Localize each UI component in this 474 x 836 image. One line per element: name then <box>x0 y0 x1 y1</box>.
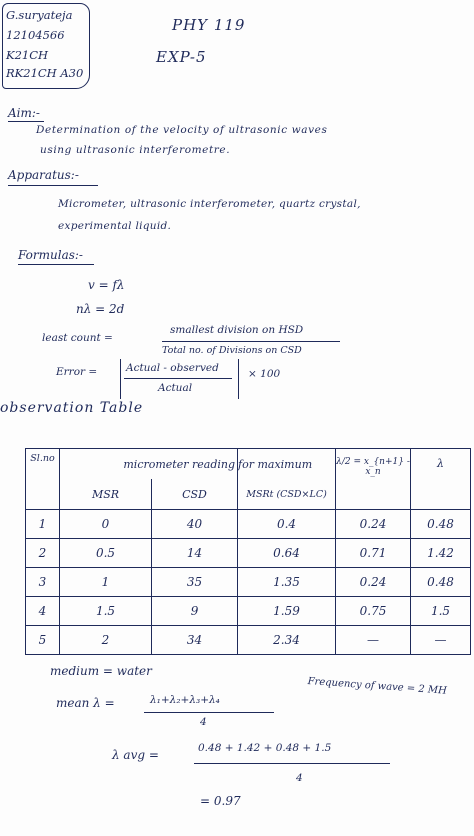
lambda-avg-label: λ avg = <box>112 748 159 762</box>
cell-msr: 1 <box>60 568 152 597</box>
least-count-denominator: Total no. of Divisions on CSD <box>162 345 302 356</box>
cell-sno: 3 <box>26 568 60 597</box>
mean-lambda-numerator: λ₁+λ₂+λ₃+λ₄ <box>150 694 220 706</box>
formulas-underline <box>18 264 94 265</box>
apparatus-label: Apparatus:- <box>8 168 79 182</box>
experiment-number: EXP-5 <box>156 48 207 66</box>
student-roll: 12104566 <box>6 28 65 42</box>
cell-csd: 14 <box>152 539 238 568</box>
lambda-avg-denominator: 4 <box>296 772 303 784</box>
cell-lambda: 1.42 <box>411 539 471 568</box>
cell-msr: 0.5 <box>60 539 152 568</box>
student-section: K21CH <box>6 48 49 62</box>
header-micrometer-reading: micrometer reading <box>60 449 238 480</box>
cell-half-lambda: 0.24 <box>336 568 411 597</box>
header-for-maximum: for maximum <box>238 449 336 480</box>
cell-msr: 2 <box>60 626 152 655</box>
cell-sno: 4 <box>26 597 60 626</box>
cell-half-lambda: — <box>336 626 411 655</box>
cell-half-lambda: 0.75 <box>336 597 411 626</box>
aim-label: Aim:- <box>8 106 40 120</box>
student-name: G.suryateja <box>6 8 73 22</box>
apparatus-line-2: experimental liquid. <box>58 220 172 232</box>
error-abs-right <box>238 359 239 399</box>
cell-lambda: — <box>411 626 471 655</box>
header-msr: MSR <box>60 479 152 510</box>
least-count-numerator: smallest division on HSD <box>170 324 304 336</box>
mean-lambda-denominator: 4 <box>200 716 207 728</box>
table-row <box>26 510 471 539</box>
cell-sno: 1 <box>26 510 60 539</box>
observation-table-title: observation Table <box>0 400 144 416</box>
cell-msrt: 2.34 <box>238 626 336 655</box>
course-code: PHY 119 <box>172 16 246 34</box>
apparatus-underline <box>8 185 98 186</box>
table-row <box>26 597 471 626</box>
cell-lambda: 1.5 <box>411 597 471 626</box>
table-row <box>26 626 471 655</box>
header-msrt: MSRt (CSD×LC) <box>238 479 336 510</box>
error-abs-left <box>120 359 121 399</box>
frequency-text: Frequency of wave = 2 MH <box>307 676 448 697</box>
formula-wavelength: nλ = 2d <box>76 302 125 316</box>
cell-msrt: 1.59 <box>238 597 336 626</box>
table-row <box>26 568 471 597</box>
aim-line-1: Determination of the velocity of ultrasonic waves <box>36 124 328 136</box>
student-roll-code: RK21CH A30 <box>6 66 84 80</box>
apparatus-line-1: Micrometer, ultrasonic interferometer, quartz crystal, <box>58 198 361 210</box>
lambda-avg-fraction-bar <box>194 763 390 764</box>
cell-sno: 2 <box>26 539 60 568</box>
cell-msrt: 0.4 <box>238 510 336 539</box>
aim-line-2: using ultrasonic interferometre. <box>40 144 231 156</box>
cell-lambda: 0.48 <box>411 568 471 597</box>
cell-csd: 9 <box>152 597 238 626</box>
cell-csd: 34 <box>152 626 238 655</box>
header-half-lambda: λ/2 = x_{n+1} - x_n <box>336 449 411 510</box>
cell-msr: 1.5 <box>60 597 152 626</box>
formula-velocity: v = fλ <box>88 278 125 292</box>
medium-text: medium = water <box>50 664 152 678</box>
header-lambda: λ <box>411 449 471 510</box>
cell-half-lambda: 0.24 <box>336 510 411 539</box>
cell-csd: 40 <box>152 510 238 539</box>
error-fraction-bar <box>124 378 232 379</box>
cell-half-lambda: 0.71 <box>336 539 411 568</box>
aim-underline <box>8 121 44 122</box>
mean-lambda-fraction-bar <box>144 712 274 713</box>
table-row <box>26 539 471 568</box>
header-csd: CSD <box>152 479 238 510</box>
lambda-avg-numerator: 0.48 + 1.42 + 0.48 + 1.5 <box>198 742 332 754</box>
observation-table <box>25 448 471 655</box>
cell-msr: 0 <box>60 510 152 539</box>
cell-msrt: 1.35 <box>238 568 336 597</box>
mean-lambda-label: mean λ = <box>56 696 115 710</box>
error-numerator: Actual - observed <box>126 362 219 374</box>
least-count-fraction-bar <box>162 341 340 342</box>
formulas-label: Formulas:- <box>18 248 83 262</box>
lambda-avg-result: = 0.97 <box>200 794 241 808</box>
cell-lambda: 0.48 <box>411 510 471 539</box>
error-label: Error = <box>56 366 98 378</box>
error-denominator: Actual <box>158 382 193 394</box>
header-sno: Sl.no <box>26 449 60 510</box>
cell-msrt: 0.64 <box>238 539 336 568</box>
error-multiplier: × 100 <box>248 368 281 380</box>
cell-csd: 35 <box>152 568 238 597</box>
cell-sno: 5 <box>26 626 60 655</box>
least-count-label: least count = <box>42 332 113 344</box>
